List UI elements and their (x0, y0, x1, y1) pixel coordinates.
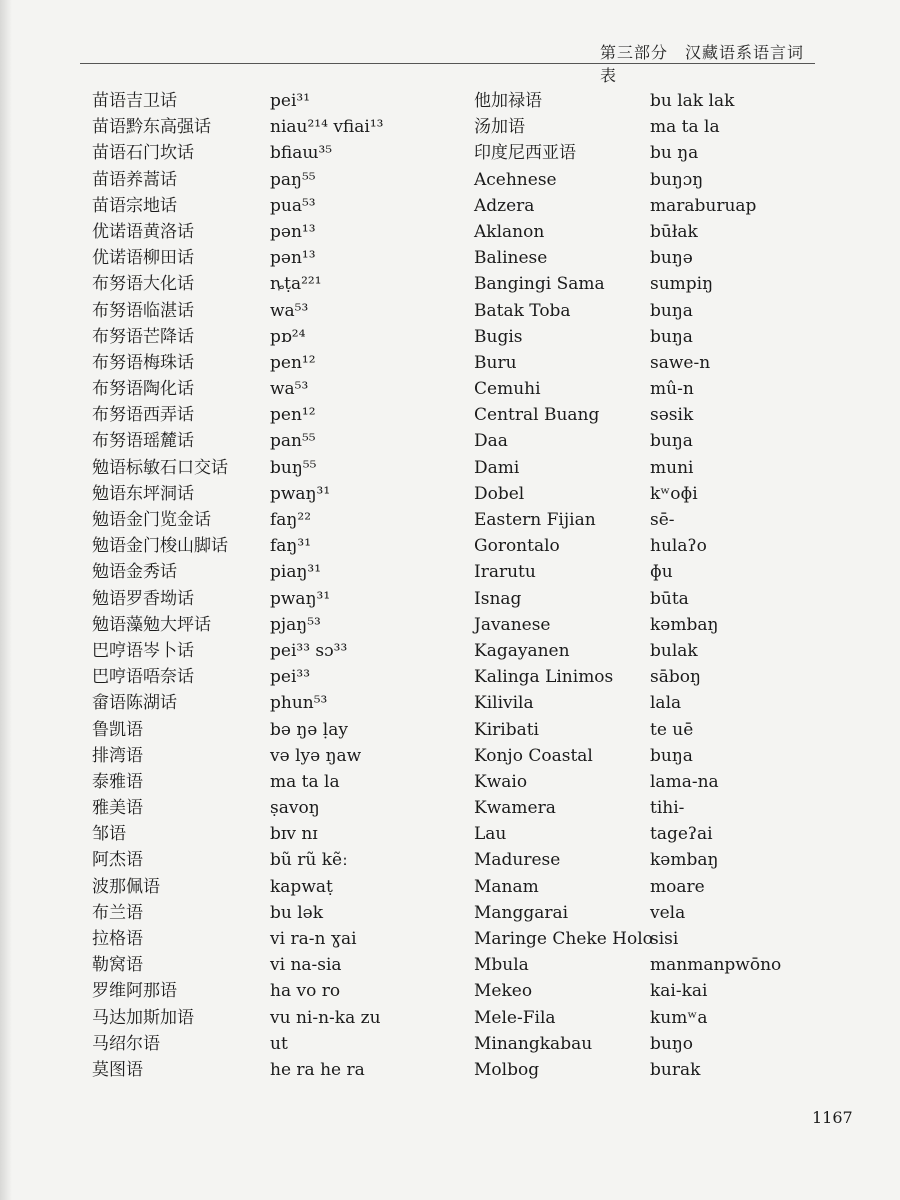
word-form: faŋ³¹ (270, 536, 312, 557)
word-form: pən¹³ (270, 221, 316, 242)
word-form: buŋa (650, 431, 693, 452)
word-form: tageʔai (650, 824, 713, 845)
language-name: Kiribati (474, 719, 539, 740)
word-form: ma ta la (270, 771, 340, 792)
word-form: pən¹³ (270, 248, 316, 269)
language-name: Javanese (474, 614, 551, 635)
language-name: Batak Toba (474, 300, 571, 321)
language-name: Manggarai (474, 902, 569, 923)
language-name: 勉语金门梭山脚话 (92, 536, 228, 557)
language-name: Central Buang (474, 405, 600, 426)
language-name: Buru (474, 352, 517, 373)
language-name: Bugis (474, 326, 523, 347)
language-name: 汤加语 (474, 117, 525, 138)
word-form: te uē (650, 719, 694, 740)
word-form: sisi (650, 929, 679, 949)
language-name: Maringe Cheke Holo (474, 929, 653, 949)
language-name: Acehnese (474, 169, 557, 190)
word-form: ha vo ro (270, 981, 341, 1002)
language-name: 鲁凯语 (92, 719, 143, 740)
word-form: ut (270, 1033, 288, 1054)
word-form: maraburuap (650, 195, 757, 216)
word-form: pɒ²⁴ (270, 326, 306, 347)
language-name: Cemuhi (474, 379, 541, 400)
language-name: 印度尼西亚语 (474, 143, 576, 164)
word-form: səsik (650, 405, 694, 426)
language-name: 苗语吉卫话 (92, 91, 177, 111)
word-form: sāboŋ (650, 667, 701, 688)
language-name: 布兰语 (92, 902, 143, 923)
word-form: wa⁵³ (270, 300, 309, 321)
word-form: sumpiŋ (650, 274, 714, 295)
word-form: moare (650, 876, 705, 897)
word-form: vela (650, 902, 686, 923)
word-form: pjaŋ⁵³ (270, 614, 321, 635)
language-name: Gorontalo (474, 536, 560, 557)
language-name: 勉语金门览金话 (92, 510, 211, 530)
word-form: bfiaɯ³⁵ (270, 143, 333, 164)
word-form: lala (650, 693, 682, 714)
language-name: 邹语 (92, 824, 126, 845)
language-name: 阿杰语 (92, 850, 143, 871)
word-form: kumʷa (650, 1007, 708, 1028)
language-name: Dobel (474, 483, 525, 504)
word-form: pua⁵³ (270, 195, 316, 216)
word-form: pen¹² (270, 405, 316, 426)
language-name: 勉语标敏石口交话 (92, 457, 228, 478)
word-form: bɪv nɪ (270, 824, 318, 845)
word-form: ṣavoŋ (270, 798, 320, 819)
word-form: bũ rũ kẽː (270, 850, 348, 871)
word-form: hulaʔo (650, 536, 707, 557)
language-name: Minangkabau (474, 1033, 593, 1054)
language-name: 波那佩语 (92, 876, 160, 897)
language-name: 布努语临湛话 (92, 300, 194, 321)
word-form: kəmbaŋ (650, 850, 719, 871)
language-name: Lau (474, 824, 507, 845)
language-name: 马绍尔语 (92, 1033, 160, 1054)
word-form: būta (650, 588, 689, 609)
word-form: buŋɔŋ (650, 169, 704, 190)
word-form: pwaŋ³¹ (270, 483, 331, 504)
word-form: sawe-n (650, 352, 711, 373)
word-form: vu ni-n-ka zu (270, 1007, 381, 1028)
word-form: bu lak lak (650, 91, 735, 111)
language-name: Kwaio (474, 771, 528, 792)
language-name: 罗维阿那语 (92, 981, 177, 1002)
language-name: Aklanon (474, 221, 545, 242)
word-form: bulak (650, 640, 698, 661)
language-name: 泰雅语 (92, 771, 143, 792)
word-form: pei³¹ (270, 91, 311, 111)
language-name: 勉语东坪洞话 (92, 483, 194, 504)
language-name: 布努语梅珠话 (92, 352, 194, 373)
language-name: Balinese (474, 248, 548, 269)
word-form: tihi- (650, 798, 685, 819)
word-form: būłak (650, 221, 698, 242)
language-name: 勉语金秀话 (92, 562, 177, 583)
word-form: pei³³ (270, 667, 311, 688)
word-form: bu ŋa (650, 143, 699, 164)
language-name: 布努语芒降话 (92, 326, 194, 347)
language-name: Irarutu (474, 562, 536, 583)
language-name: Eastern Fijian (474, 510, 596, 530)
word-form: kapwaṭ (270, 876, 333, 897)
right-word-forms-column (650, 88, 781, 1083)
language-name: 苗语黔东高强话 (92, 117, 211, 138)
right-language-names-column (474, 88, 653, 1083)
language-name: Kalinga Linimos (474, 667, 614, 688)
word-form: phun⁵³ (270, 693, 328, 714)
word-form: muni (650, 457, 694, 478)
word-form: bə ŋə ḷay (270, 719, 348, 740)
language-name: Dami (474, 457, 520, 478)
language-name: 马达加斯加语 (92, 1007, 194, 1028)
language-name: 布努语瑶麓话 (92, 431, 194, 452)
language-name: 他加禄语 (474, 91, 542, 111)
language-name: 莫图语 (92, 1059, 143, 1080)
language-name: 优诺语柳田话 (92, 248, 194, 269)
word-form: kəmbaŋ (650, 614, 719, 635)
word-form: pwaŋ³¹ (270, 588, 331, 609)
language-name: Manam (474, 876, 539, 897)
word-form: faŋ²² (270, 510, 312, 530)
word-form: və lyə ŋaw (270, 745, 362, 766)
word-form: sē- (650, 510, 675, 530)
header-rule (80, 63, 815, 64)
word-form: kʷoɸi (650, 483, 698, 504)
language-name: 巴哼语唔奈话 (92, 667, 194, 688)
word-form: buŋə (650, 248, 693, 269)
word-form: buŋa (650, 326, 693, 347)
word-form: he ra he ra (270, 1059, 365, 1080)
word-form: buŋ⁵⁵ (270, 457, 317, 478)
word-form: ȵṭa²²¹ (270, 274, 322, 295)
word-form: pen¹² (270, 352, 316, 373)
language-name: Madurese (474, 850, 561, 871)
language-name: 勉语罗香坳话 (92, 588, 194, 609)
word-form: buŋo (650, 1033, 694, 1054)
word-form: kai-kai (650, 981, 708, 1002)
word-form: wa⁵³ (270, 379, 309, 400)
word-form: buŋa (650, 745, 693, 766)
language-name: Molbog (474, 1059, 540, 1080)
word-form: buŋa (650, 300, 693, 321)
word-form: vi na-sia (270, 955, 342, 976)
language-name: Adzera (474, 195, 535, 216)
word-form: burak (650, 1059, 701, 1080)
word-form: ɸu (650, 562, 673, 583)
language-name: 布努语大化话 (92, 274, 194, 295)
word-form: vi ra-n ɣai (270, 929, 357, 949)
language-name: 布努语陶化话 (92, 379, 194, 400)
word-form: mû-n (650, 379, 694, 400)
language-name: Konjo Coastal (474, 745, 593, 766)
language-name: Kilivila (474, 693, 534, 714)
language-name: 畲语陈湖话 (92, 693, 177, 714)
language-name: 排湾语 (92, 745, 143, 766)
language-name: 雅美语 (92, 798, 143, 819)
language-name: 拉格语 (92, 929, 143, 949)
running-header: 第三部分 汉藏语系语言词表 (600, 43, 805, 85)
language-name: 巴哼语岑卜话 (92, 640, 194, 661)
page-gutter-shadow (0, 0, 12, 1200)
language-name: 优诺语黄洛话 (92, 221, 194, 242)
word-form: lama-na (650, 771, 719, 792)
word-form: piaŋ³¹ (270, 562, 322, 583)
language-name: 勒窝语 (92, 955, 143, 976)
language-name: 勉语藻勉大坪话 (92, 614, 211, 635)
language-name: Daa (474, 431, 508, 452)
language-name: 布努语西弄话 (92, 405, 194, 426)
word-form: ma ta la (650, 117, 720, 138)
page-number: 1167 (812, 1108, 853, 1127)
word-form: niau²¹⁴ vfiai¹³ (270, 117, 384, 138)
language-name: 苗语养蒿话 (92, 169, 177, 190)
word-form: paŋ⁵⁵ (270, 169, 316, 190)
word-form: bu lək (270, 902, 324, 923)
left-language-names-column (92, 88, 228, 1083)
language-name: Isnag (474, 588, 522, 609)
word-form: manmanpwōno (650, 955, 782, 976)
language-name: Kagayanen (474, 640, 570, 661)
left-word-forms-column (270, 88, 383, 1083)
word-form: pei³³ sɔ³³ (270, 640, 348, 661)
language-name: 苗语宗地话 (92, 195, 177, 216)
word-form: pan⁵⁵ (270, 431, 316, 452)
language-name: Mele-Fila (474, 1007, 556, 1028)
language-name: Mekeo (474, 981, 533, 1002)
language-name: 苗语石门坎话 (92, 143, 194, 164)
language-name: Bangingi Sama (474, 274, 605, 295)
language-name: Kwamera (474, 798, 556, 819)
language-name: Mbula (474, 955, 529, 976)
